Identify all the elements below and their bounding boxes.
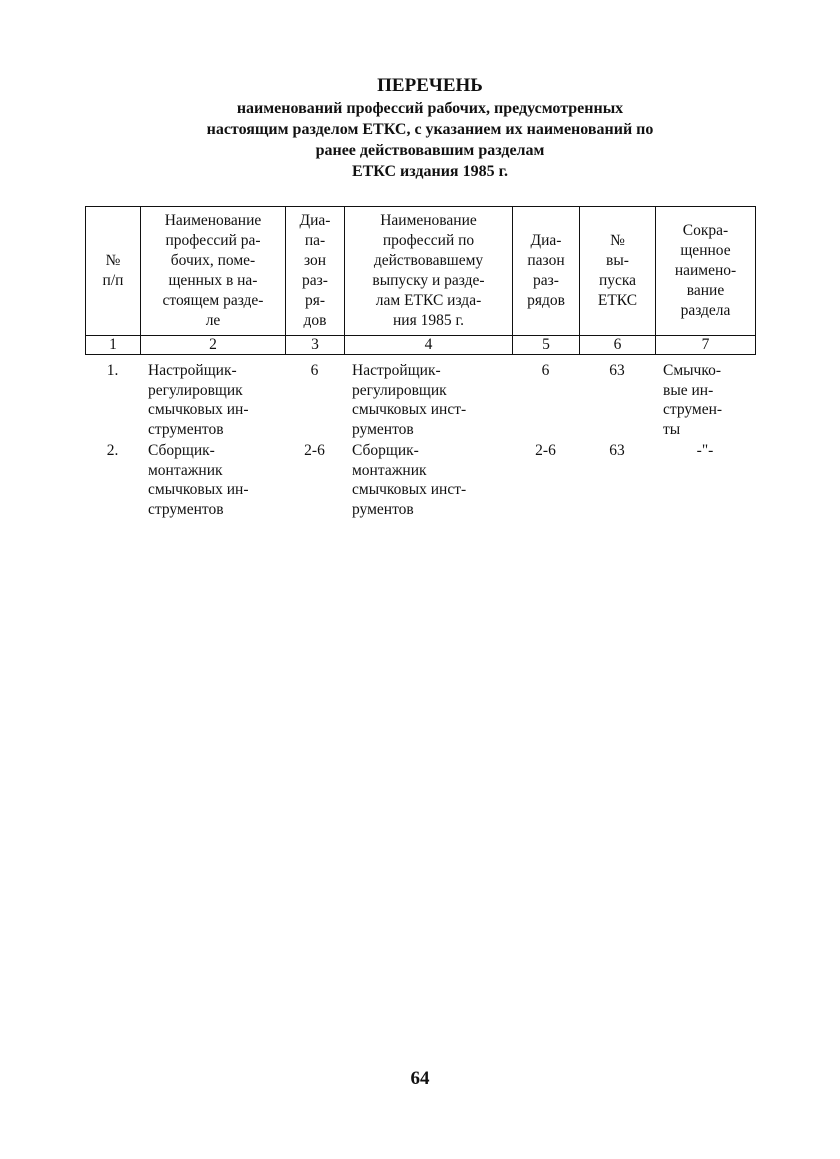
column-number: 5 bbox=[513, 336, 580, 355]
header-cell-number: № п/п bbox=[86, 207, 141, 336]
row-number: 1. bbox=[106, 362, 119, 379]
table-row bbox=[85, 441, 755, 521]
row-number: 2. bbox=[106, 442, 119, 459]
old-grade-range: 6 bbox=[541, 362, 550, 379]
header-cell-old-profession: Наименование профессий по действовавшему выпуску и разде- лам ЕТКС изда- ния 1985 г. bbox=[345, 207, 513, 336]
profession-name: Настройщик- регулировщик смычковых ин- струментов bbox=[148, 362, 249, 438]
column-number: 6 bbox=[580, 336, 656, 355]
table-row bbox=[85, 361, 755, 441]
column-number-row bbox=[86, 336, 756, 355]
header-cell-old-range: Диа- пазон раз- рядов bbox=[513, 207, 580, 336]
grade-range: 6 bbox=[310, 362, 319, 379]
column-number: 4 bbox=[345, 336, 513, 355]
section-short-name: Смычко- вые ин- струмен- ты bbox=[663, 362, 723, 438]
page-number: 64 bbox=[410, 1068, 430, 1089]
subtitle-line: ранее действовавшим разделам bbox=[315, 142, 545, 159]
header-cell-issue: № вы- пуска ЕТКС bbox=[580, 207, 656, 336]
table-header bbox=[85, 206, 756, 355]
header-cell-section: Сокра- щенное наимено- вание раздела bbox=[656, 207, 756, 336]
header-cell-profession: Наименование профессий ра- бочих, поме- щенных в на- стоящем разде- ле bbox=[141, 207, 286, 336]
column-number: 7 bbox=[656, 336, 756, 355]
old-grade-range: 2-6 bbox=[535, 442, 556, 459]
profession-name: Сборщик- монтажник смычковых ин- струментов bbox=[148, 442, 249, 518]
header-row bbox=[86, 207, 756, 336]
subtitle-line: наименований профессий рабочих, предусмотренных bbox=[236, 100, 624, 117]
section-short-name: -"- bbox=[696, 442, 714, 459]
issue-number: 63 bbox=[609, 442, 625, 459]
grade-range: 2-6 bbox=[304, 442, 325, 459]
subtitle-line: ЕТКС издания 1985 г. bbox=[351, 163, 509, 180]
column-number: 3 bbox=[286, 336, 345, 355]
old-profession-name: Настройщик- регулировщик смычковых инст- рументов bbox=[352, 362, 467, 438]
column-number: 2 bbox=[141, 336, 286, 355]
document-title: ПЕРЕЧЕНЬ bbox=[377, 75, 483, 96]
column-number: 1 bbox=[86, 336, 141, 355]
old-profession-name: Сборщик- монтажник смычковых инст- рументов bbox=[352, 442, 467, 518]
subtitle-line: настоящим разделом ЕТКС, с указанием их наименований по bbox=[206, 121, 654, 138]
title-block bbox=[100, 74, 760, 182]
header-cell-range: Диа- па- зон раз- ря- дов bbox=[286, 207, 345, 336]
table-body bbox=[85, 361, 755, 521]
issue-number: 63 bbox=[609, 362, 625, 379]
